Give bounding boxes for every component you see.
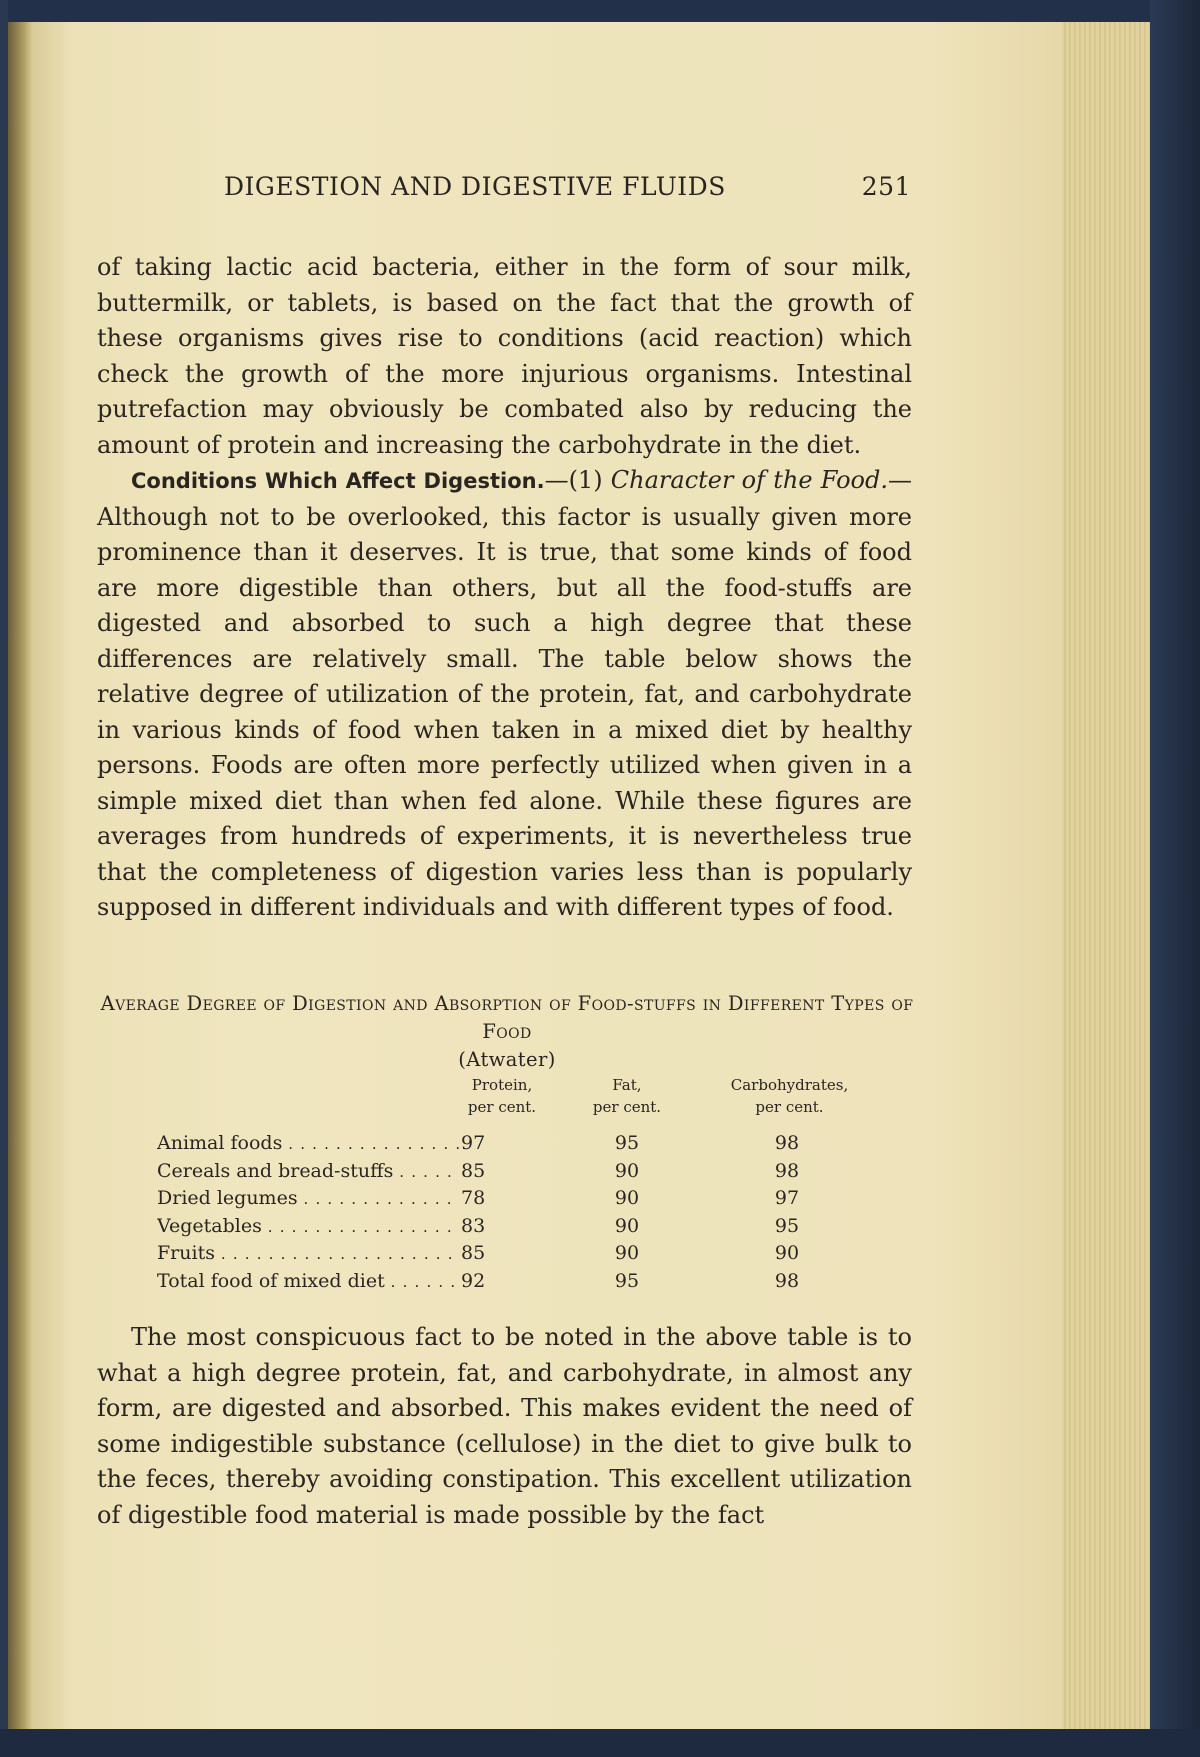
book-gutter	[8, 22, 32, 1729]
table-caption-text: Average Degree of Digestion and Absorption of Food-stuffs in Different Types of Food	[100, 992, 914, 1043]
paragraph-3: The most conspicuous fact to be noted in the above table is to what a high degree protein, fat, and carbohydrate, in almost any form, are digested and absorbed. This makes evident the need of some indigestible substance (cellulose) in the diet to give bulk to the feces, thereby avoiding constipation. This excellent utilization of digestible food material is made possible by the fact	[97, 1323, 912, 1529]
table-row	[157, 1240, 927, 1268]
book-cover-top	[0, 0, 1200, 22]
carbohydrate-value: 97	[774, 1187, 800, 1209]
table-caption	[92, 990, 922, 1074]
running-title: DIGESTION AND DIGESTIVE FLUIDS	[224, 172, 726, 201]
paragraph-1: of taking lactic acid bacteria, either in the form of sour milk, buttermilk, or tablets, is based on the fact that the growth of these organisms gives rise to conditions (acid reaction) which check the growth of the more injurious organisms. Intestinal putrefaction may obviously be combated also by reducing the amount of protein and increasing the carbohydrate in the diet.	[97, 253, 912, 459]
table-row	[157, 1158, 927, 1186]
table-source: (Atwater)	[458, 1048, 556, 1071]
book-cover-bottom	[0, 1729, 1200, 1757]
section-heading: Conditions Which Affect Digestion.	[131, 469, 545, 493]
book-cover-right	[1150, 0, 1200, 1757]
subsection-title: Character of the Food.	[610, 466, 888, 494]
table-row	[157, 1268, 927, 1296]
table-row	[157, 1185, 927, 1213]
paragraph-2-body: —Although not to be overlooked, this factor is usually given more prominence than it deserves. It is true, that some kinds of food are more digestible than others, but all the food-stuffs are digested and absorbed to such a high degree that these differences are relatively small. The table below shows the relative degree of utilization of the protein, fat, and carbohydrate in various kinds of food when taken in a mixed diet by healthy persons. Foods are often more perfectly utilized when given in a simple mixed diet than when fed alone. While these figures are averages from hundreds of experiments, it is nevertheless true that the completeness of digestion varies less than is popularly supposed in different individuals and with different types of food.	[97, 466, 912, 921]
carbohydrate-value: 98	[774, 1159, 800, 1182]
protein-value: 97	[461, 1132, 486, 1154]
row-label: Dried legumes	[157, 1187, 298, 1209]
fat-value: 95	[614, 1132, 640, 1154]
page-edges	[1060, 22, 1150, 1729]
fat-value: 90	[614, 1187, 640, 1209]
protein-value: 78	[461, 1187, 486, 1209]
fat-value: 95	[614, 1269, 640, 1292]
row-label: Fruits	[157, 1242, 215, 1264]
book-page	[32, 22, 1062, 1729]
table-row	[157, 1213, 927, 1241]
digestion-table	[157, 1074, 927, 1295]
table-header	[157, 1074, 927, 1130]
paragraph-2	[97, 463, 912, 926]
running-header	[224, 164, 911, 212]
book-cover-left	[0, 0, 8, 1757]
table-row	[157, 1130, 927, 1158]
fat-value: 90	[614, 1214, 640, 1237]
protein-value: 85	[461, 1159, 486, 1182]
protein-value: 83	[461, 1214, 486, 1237]
column-header-carbohydrates: Carbohydrates, per cent.	[730, 1076, 849, 1116]
column-header-protein: Protein, per cent.	[467, 1076, 537, 1116]
row-label: Cereals and bread-stuffs	[157, 1159, 394, 1182]
fat-value: 90	[614, 1242, 640, 1264]
body-text-top	[97, 250, 912, 926]
protein-value: 85	[461, 1242, 486, 1264]
row-label: Total food of mixed diet	[157, 1269, 385, 1292]
row-label: Animal foods	[157, 1132, 283, 1154]
row-label: Vegetables	[157, 1214, 262, 1237]
carbohydrate-value: 98	[774, 1269, 800, 1292]
carbohydrate-value: 90	[774, 1242, 800, 1264]
page-number: 251	[861, 172, 911, 201]
column-header-fat: Fat, per cent.	[592, 1076, 662, 1116]
protein-value: 92	[461, 1269, 486, 1292]
fat-value: 90	[614, 1159, 640, 1182]
carbohydrate-value: 95	[774, 1214, 800, 1237]
body-text-bottom	[97, 1320, 912, 1533]
carbohydrate-value: 98	[774, 1132, 800, 1154]
paragraph-2-number: —(1)	[544, 466, 611, 494]
